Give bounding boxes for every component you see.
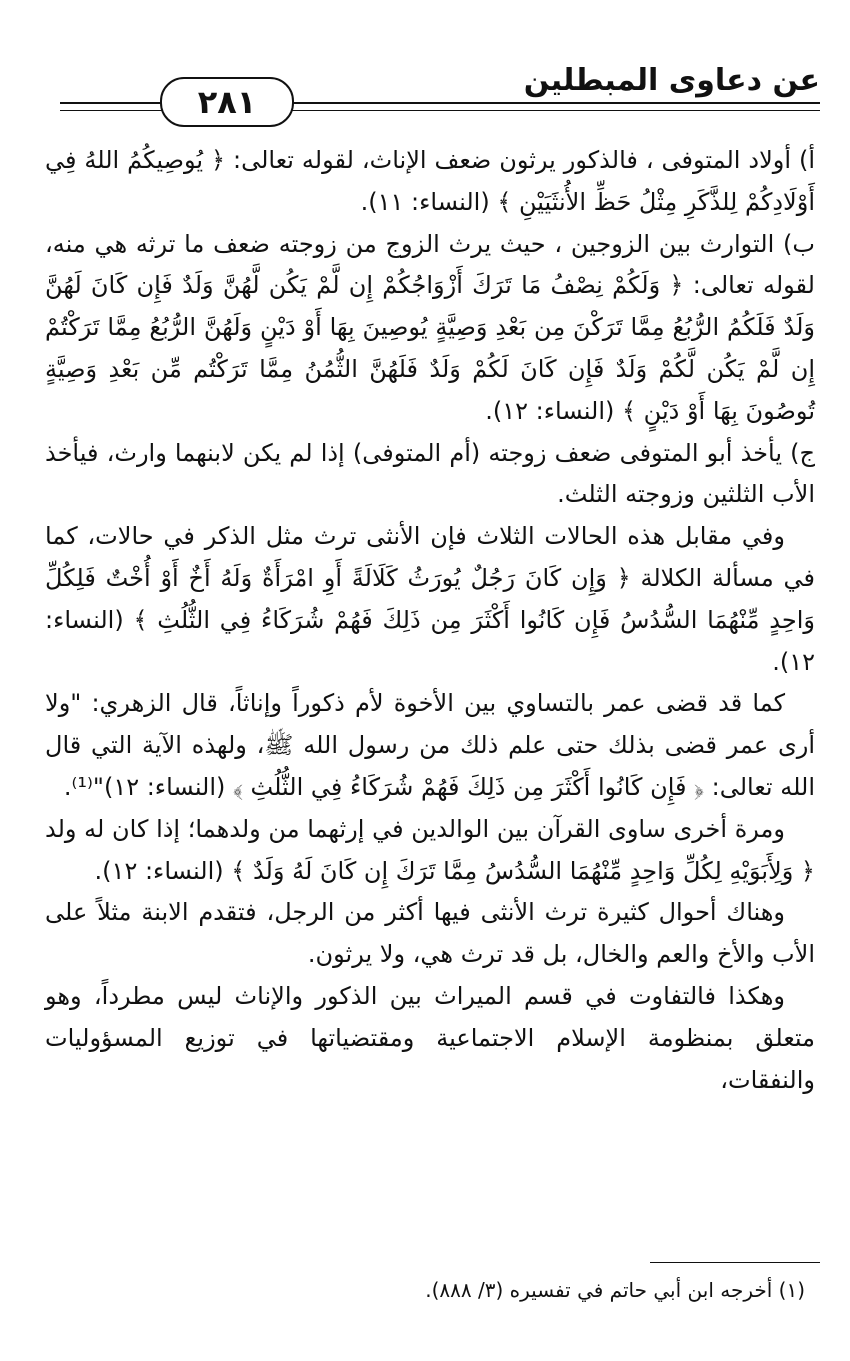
book-title: عن دعاوى المبطلين (523, 63, 820, 98)
paragraph-umar: كما قد قضى عمر بالتساوي بين الأخوة لأم ذكوراً وإناثاً، قال الزهري: "ولا أرى عمر قضى بذلك حتى علم ذلك من رسول الله ﷺ، ولهذه الآية التي قال الله تعالى: ﴿ فَإِن كَانُوا أَكْثَرَ مِن ذَلِكَ فَهُمْ شُرَكَاءُ فِي الثُّلُثِ ﴾ (النساء: ١٢)"⁽¹⁾. (45, 689, 815, 801)
paragraph-b: ب) التوارث بين الزوجين ، حيث يرث الزوج من زوجته ضعف ما ترثه هي منه، لقوله تعالى: ﴿ وَلَكُمْ نِصْفُ مَا تَرَكَ أَزْوَاجُكُمْ إِن لَّمْ يَكُن لَّهُنَّ وَلَدٌ فَإِن كَانَ لَهُنَّ وَلَدٌ فَلَكُمُ الرُّبُعُ مِمَّا تَرَكْنَ مِن بَعْدِ وَصِيَّةٍ يُوصِينَ بِهَا أَوْ دَيْنٍ وَلَهُنَّ الرُّبُعُ مِمَّا تَرَكْتُمْ إِن لَّمْ يَكُن لَّكُمْ وَلَدٌ فَإِن كَانَ لَكُمْ وَلَدٌ فَلَهُنَّ الثُّمُنُ مِمَّا تَرَكْتُم مِّن بَعْدِ وَصِيَّةٍ تُوصُونَ بِهَا أَوْ دَيْنٍ ﴾ (النساء: ١٢). (45, 229, 815, 425)
footnote: (١) أخرجه ابن أبي حاتم في تفسيره (٣/ ٨٨٨). (425, 1278, 805, 1302)
paragraph-conclusion: وهكذا فالتفاوت في قسم الميراث بين الذكور والإناث ليس مطرداً، وهو متعلق بمنظومة الإسلام الاجتماعية ومقتضياتها في توزيع المسؤوليات والنفقات، (45, 981, 815, 1094)
page-number: ٢٨١ (160, 77, 294, 127)
paragraph-c: ج) يأخذ أبو المتوفى ضعف زوجته (أم المتوفى) إذا لم يكن لابنهما وارث، فيأخذ الأب الثلثين وزوجته الثلث. (45, 438, 815, 509)
paragraph-a: أ) أولاد المتوفى ، فالذكور يرثون ضعف الإناث، لقوله تعالى: ﴿ يُوصِيكُمُ اللهُ فِي أَوْلَادِكُمْ لِلذَّكَرِ مِثْلُ حَظِّ الأُنثَيَيْنِ ﴾ (النساء: ١١). (45, 146, 815, 216)
paragraph-parents: ومرة أخرى ساوى القرآن بين الوالدين في إرثهما من ولدهما؛ إذا كان له ولد ﴿ وَلِأَبَوَيْهِ لِكُلِّ وَاحِدٍ مِّنْهُمَا السُّدُسُ مِمَّا تَرَكَ إِن كَانَ لَهُ وَلَدٌ ﴾ (النساء: ١٢). (45, 814, 815, 885)
footnote-separator (650, 1262, 820, 1263)
paragraph-female-more: وهناك أحوال كثيرة ترث الأنثى فيها أكثر من الرجل، فتقدم الابنة مثلاً على الأب والأخ والعم والخال، بل قد ترث هي، ولا يرثون. (45, 898, 815, 969)
main-text (45, 140, 815, 1101)
page-header (60, 55, 820, 135)
paragraph-equal-cases: وفي مقابل هذه الحالات الثلاث فإن الأنثى ترث مثل الذكر في حالات، كما في مسألة الكلالة ﴿ وَإِن كَانَ رَجُلٌ يُورَثُ كَلَالَةً أَوِ امْرَأَةٌ وَلَهُ أَخٌ أَوْ أُخْتٌ فَلِكُلِّ وَاحِدٍ مِّنْهُمَا السُّدُسُ فَإِن كَانُوا أَكْثَرَ مِن ذَلِكَ فَهُمْ شُرَكَاءُ فِي الثُّلُثِ ﴾ (النساء: ١٢). (45, 522, 815, 676)
